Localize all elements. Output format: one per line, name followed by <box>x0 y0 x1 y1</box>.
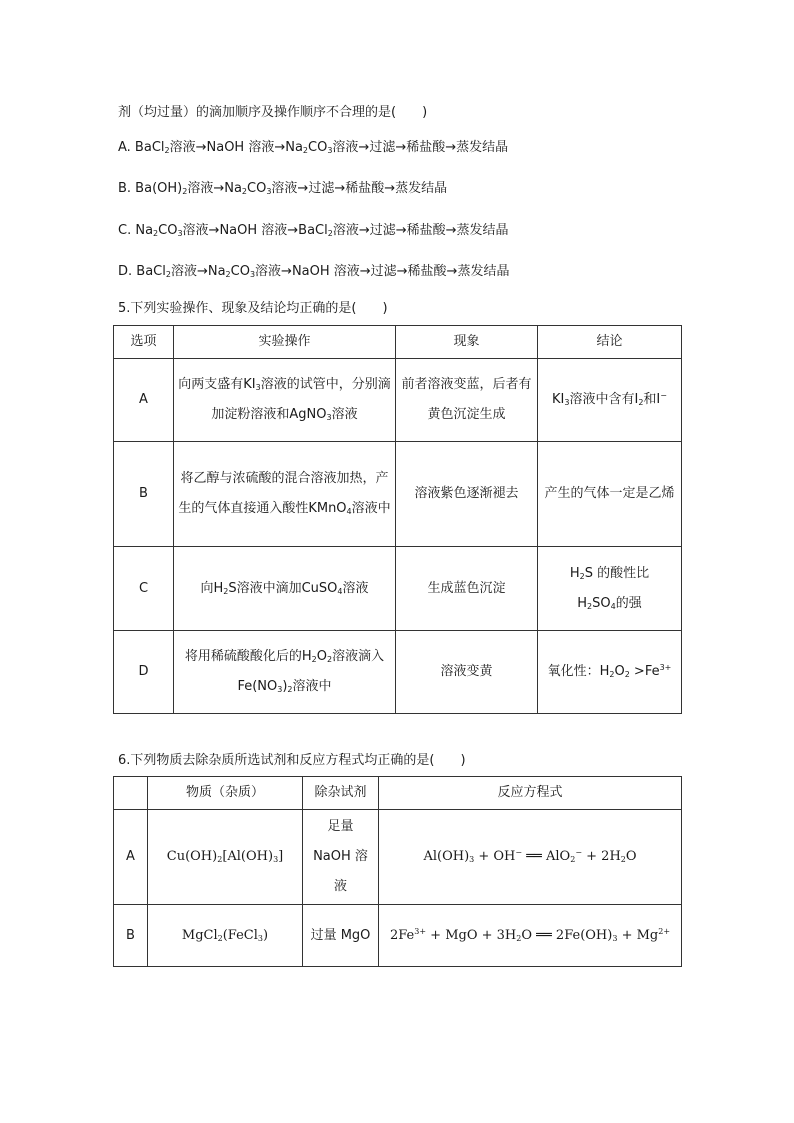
q5-table <box>113 325 682 714</box>
operation-cell: 向$H_2S$溶液中滴加CuSO$_4$溶液 <box>174 547 396 631</box>
reagent-cell: 足量 NaOH 溶 液 <box>303 810 379 905</box>
substance-cell: MgCl$_2$(FeCl$_3$) <box>148 905 303 967</box>
option-label: A <box>114 359 174 442</box>
substance-cell: $Cu(OH)_2[Al(OH)_3]$ <box>148 810 303 905</box>
header-blank <box>114 777 148 810</box>
option-b: B. $Ba(OH)_2$溶液$\to Na_2CO_3$溶液→过滤→稀盐酸→蒸发结晶 <box>118 181 448 196</box>
q6-table <box>113 776 682 967</box>
table-row <box>114 905 682 967</box>
option-label: A <box>114 810 148 905</box>
intro-stem: 剂（均过量）的滴加顺序及操作顺序不合理的是( ) <box>118 105 428 120</box>
conclusion-cell: $H_2S$ 的酸性比 $H_2SO_4$的强 <box>538 547 682 631</box>
equation-cell: $2Fe^{3+}$ + MgO + $3H_2O$ ══ $2Fe(OH)_3 + Mg^{2+}$ <box>379 905 682 967</box>
option-label: C <box>114 547 174 631</box>
table-row <box>114 547 682 631</box>
header-operation: 实验操作 <box>174 326 396 359</box>
option-a: A. BaCl$_2$溶液→NaOH 溶液$\to Na_2CO_3$溶液→过滤→稀盐酸→蒸发结晶 <box>118 140 509 155</box>
operation-cell: 向两支盛有$KI_3$溶液的试管中，分别滴加淀粉溶液和AgNO$_3$溶液 <box>174 359 396 442</box>
table-row <box>114 442 682 547</box>
conclusion-cell: $KI_3$溶液中含有$I_2$和I− <box>538 359 682 442</box>
header-reagent: 除杂试剂 <box>303 777 379 810</box>
reagent-cell: 过量 MgO <box>303 905 379 967</box>
operation-cell: 将乙醇与浓硫酸的混合溶液加热，产生的气体直接通入酸性KMnO$_4$溶液中 <box>174 442 396 547</box>
header-equation: 反应方程式 <box>379 777 682 810</box>
header-conclusion: 结论 <box>538 326 682 359</box>
phenomenon-cell: 前者溶液变蓝，后者有黄色沉淀生成 <box>396 359 538 442</box>
table-row <box>114 810 682 905</box>
option-d: D. BaCl$_2$溶液$\to Na_2CO_3$溶液→NaOH 溶液→过滤→稀盐酸→蒸发结晶 <box>118 264 510 279</box>
option-c: C. $Na_2CO_3$溶液→NaOH 溶液→BaCl$_2$溶液→过滤→稀盐酸→蒸发结晶 <box>118 223 509 238</box>
phenomenon-cell: 溶液紫色逐渐褪去 <box>396 442 538 547</box>
q6-stem: 6.下列物质去除杂质所选试剂和反应方程式均正确的是( ) <box>118 753 466 768</box>
table-row <box>114 631 682 714</box>
q5-stem: 5.下列实验操作、现象及结论均正确的是( ) <box>118 301 388 316</box>
option-label: D <box>114 631 174 714</box>
conclusion-cell: 产生的气体一定是乙烯 <box>538 442 682 547</box>
option-label: B <box>114 442 174 547</box>
table-header-row <box>114 326 682 359</box>
conclusion-cell: 氧化性：$H_2O_2 >Fe^{3+}$ <box>538 631 682 714</box>
operation-cell: 将用稀硫酸酸化后的$H_2O_2$溶液滴入$Fe(NO_3)_2$溶液中 <box>174 631 396 714</box>
table-header-row <box>114 777 682 810</box>
option-label: B <box>114 905 148 967</box>
header-substance: 物质（杂质） <box>148 777 303 810</box>
phenomenon-cell: 溶液变黄 <box>396 631 538 714</box>
table-row <box>114 359 682 442</box>
phenomenon-cell: 生成蓝色沉淀 <box>396 547 538 631</box>
header-option: 选项 <box>114 326 174 359</box>
header-phenomenon: 现象 <box>396 326 538 359</box>
equation-cell: $Al(OH)_3 + OH^-$ ══ $AlO_2^- + 2H_2O$ <box>379 810 682 905</box>
